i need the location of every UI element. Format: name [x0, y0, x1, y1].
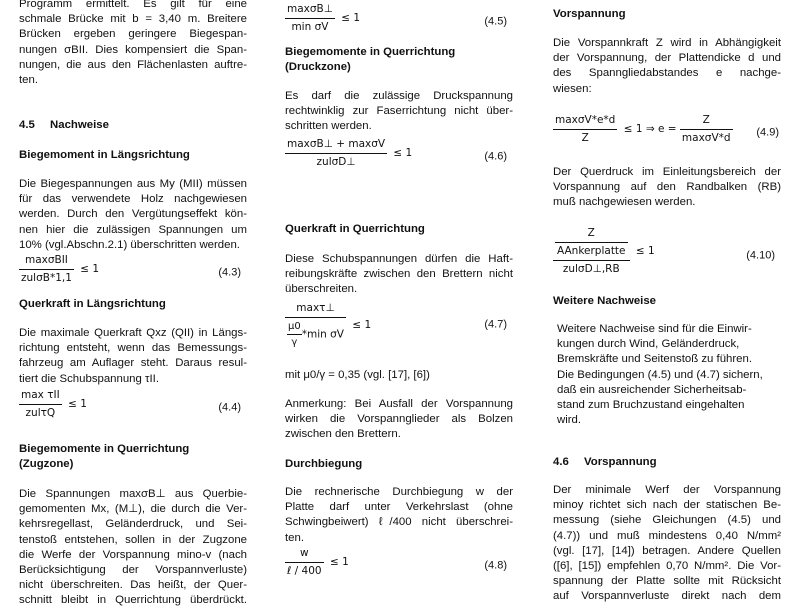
text-line: (vgl. [17], [14]) betragen. Andere Quellen	[553, 544, 781, 557]
equation-4-6	[285, 137, 513, 177]
text-line: Die Vorspannkraft Z wird in Abhängigkeit	[553, 37, 781, 49]
heading-biegemomente-quer-zug	[19, 442, 247, 472]
section-number: 4.5	[19, 119, 35, 131]
text-line: Die Spannungen maxσB⊥ aus Querbie-	[19, 488, 247, 500]
text-line: auf Vorspannverluste direkt nach dem	[553, 590, 781, 603]
heading-biegemomente-quer-druck	[285, 45, 513, 75]
numerator	[553, 226, 630, 261]
intro-paragraph	[19, 0, 247, 88]
fraction-left	[553, 113, 617, 146]
heading-weitere-nachweise: Weitere Nachweise	[553, 295, 656, 307]
text-line: schmale Brücke mit b = 3,40 m. Breitere	[19, 13, 247, 26]
paragraph-querdruck	[553, 165, 781, 211]
equation-number: (4.9)	[756, 126, 779, 139]
text-line: Die Bedingungen (4.5) und (4.7) sichern,	[557, 368, 763, 381]
text-line: ([6], [15]) empfehlen 0,70 N/mm². Die Vor-	[553, 560, 781, 573]
text-line: Schwingbeiwert) ℓ/400 nicht überschrei-	[285, 516, 513, 529]
fraction-right	[680, 113, 733, 146]
text-line: Platte darf unter Verkehrslast (ohne	[285, 501, 513, 514]
equation-number: (4.6)	[484, 150, 507, 163]
relation: ≤ 1	[393, 147, 413, 160]
text-line: des Spanngliedabstandes e nachge-	[553, 67, 781, 80]
text-line: schnitt bleibt in Querrichtung überdrückt.	[19, 594, 247, 607]
relation: ≤ 1	[635, 245, 655, 258]
inner-numerator: Z	[555, 226, 628, 243]
section-heading-4-5	[19, 118, 247, 133]
paragraph-querkraft-quer	[285, 252, 513, 298]
text-line: Bremskräfte und Seitenstoß zu führen.	[557, 353, 753, 366]
heading-durchbiegung: Durchbiegung	[285, 458, 363, 470]
denominator: Z	[581, 132, 589, 145]
paragraph-vorspannung	[553, 36, 781, 97]
text-line: reibungskräfte zwischen den Brettern nicht	[285, 268, 513, 281]
equation-number: (4.5)	[484, 15, 507, 28]
inner-fraction	[287, 319, 302, 350]
fraction	[285, 2, 335, 35]
equation-4-5	[285, 2, 513, 42]
relation: ≤ 1	[80, 263, 100, 276]
numerator: max τII	[19, 388, 62, 405]
numerator: maxτ⊥	[285, 301, 346, 318]
text-line: richtung entsteht, wenn das Bemessungs-	[19, 342, 247, 355]
text-line: Die rechnerische Durchbiegung w der	[285, 486, 513, 498]
equation-4-8	[285, 546, 513, 586]
heading-vorspannung: Vorspannung	[553, 8, 626, 20]
fraction	[285, 546, 324, 579]
text-line: Weitere Nachweise sind für die Einwir-	[557, 323, 752, 335]
relation: ≤ 1	[329, 556, 349, 569]
inner-denominator: γ	[291, 337, 298, 349]
text-line: ten.	[19, 74, 38, 87]
text-line: der Vorspannung, der Plattendicke d und	[553, 52, 781, 65]
equation-4-10	[553, 226, 781, 286]
heading-biegemoment-laengs: Biegemoment in Längsrichtung	[19, 149, 190, 161]
denominator: zulσB*1,1	[21, 272, 72, 285]
numerator: maxσV*e*d	[553, 113, 617, 130]
text-line: kungen durch Wind, Geländerdruck,	[557, 338, 740, 351]
denominator	[285, 318, 346, 350]
fraction	[19, 253, 74, 286]
text-line: Der minimale Werf der Vorspannung	[553, 484, 781, 496]
inner-fraction	[555, 226, 628, 259]
equation-4-9	[553, 113, 781, 153]
text-line: wirken die Vorspannglieder als Bolzen	[285, 413, 513, 426]
text-line: nungen σBII. Dies kompensiert die Span-	[19, 43, 247, 56]
inner-denominator: AAnkerplatte	[557, 245, 626, 258]
section-heading-4-6	[553, 455, 781, 470]
text-line: minoy richtet sich nach der statischen Be-	[553, 499, 781, 512]
denominator: zulσD⊥,RB	[562, 263, 620, 276]
numerator: Z	[680, 113, 733, 130]
fraction	[285, 137, 387, 170]
text-line: tenstoß entstehen, sollen in der Zugzone	[19, 533, 247, 546]
text-line: muß nachgewiesen werden.	[553, 196, 696, 209]
text-line: schritten werden.	[285, 120, 372, 133]
text-line: (4.7)) und muß mindestens 0,40 N/mm²	[553, 529, 781, 542]
text-line: tiert die Schubspannung τII.	[19, 372, 160, 385]
text-line: messung (siehe Gleichungen (4.5) und	[553, 514, 781, 527]
inner-numerator: μ0	[287, 319, 302, 335]
equation-number: (4.10)	[746, 249, 775, 262]
text-line: Diese Schubspannungen dürfen die Haft-	[285, 253, 513, 265]
text-line: Vorspannung auf den Randbalken (RB)	[553, 181, 781, 194]
paragraph-weitere-nachweise	[557, 322, 781, 428]
numerator: maxσB⊥	[285, 2, 335, 19]
heading-line: (Druckzone)	[285, 61, 351, 74]
text-line: fahrzeug am Auflager steht. Daraus resul-	[19, 357, 247, 370]
heading-line: Biegemomente in Querrichtung	[285, 46, 456, 58]
text-line: überschreiten.	[285, 283, 358, 296]
section-title: Nachweise	[50, 119, 109, 131]
denominator-rest: *min σV	[301, 328, 344, 341]
relation: ≤ 1	[352, 319, 372, 332]
text-line: die Werfe der Vorspannung mino-v (nach	[19, 548, 247, 561]
paragraph-durchbiegung	[285, 485, 513, 546]
equation-4-4	[19, 388, 247, 428]
paragraph-biegemoment-laengs	[19, 177, 247, 253]
denominator: ℓ / 400	[287, 565, 322, 578]
text-line: daß ein ausreichender Sicherheitsab-	[557, 383, 747, 396]
mu-gamma-note: mit μ0/γ = 0,35 (vgl. [17], [6])	[285, 369, 430, 381]
paragraph-anmerkung	[285, 397, 513, 443]
heading-querkraft-quer: Querkraft in Querrichtung	[285, 223, 425, 235]
text-line: zwischen den Brettern.	[285, 428, 401, 441]
text-line: rechtwinklig zur Faserrichtung nicht über-	[285, 105, 513, 118]
denominator: min σV	[291, 21, 329, 34]
numerator: w	[285, 546, 324, 563]
paragraph-biegemomente-quer-zug	[19, 487, 247, 609]
denominator: zulσD⊥	[316, 156, 356, 169]
text-line: werden. Durch den Vergütungseffekt kön-	[19, 208, 247, 221]
heading-querkraft-laengs: Querkraft in Längsrichtung	[19, 298, 166, 310]
text-line: Es darf die zulässige Druckspannung	[285, 90, 513, 102]
equation-4-3	[19, 253, 247, 293]
equation-4-7	[285, 301, 513, 349]
text-line: nungen, die aus den Flächenlasten auftre-	[19, 58, 247, 71]
text-line: 10% (vgl.Abschn.2.1) überschritten werden.	[19, 238, 240, 251]
text-line: Anmerkung: Bei Ausfall der Vorspannung	[285, 398, 513, 410]
equation-number: (4.3)	[218, 266, 241, 279]
text-line: gemomenten Mx, (M⊥), die durch die Ver-	[19, 503, 247, 516]
heading-line: Biegemomente in Querrichtung	[19, 443, 190, 455]
text-line: Die maximale Querkraft Qxz (QII) in Längs-	[19, 327, 247, 339]
text-line: spannung der Platte sollte mit Rücksicht	[553, 575, 781, 588]
heading-line: (Zugzone)	[19, 458, 74, 471]
text-line: Programm ermittelt. Es gilt für eine	[19, 0, 247, 10]
text-line: stand zum Bruchzustand eingehalten	[557, 399, 745, 412]
denominator: zulτQ	[25, 407, 56, 420]
relation: ≤ 1	[341, 12, 361, 25]
fraction	[553, 226, 630, 278]
text-line: ten.	[285, 531, 304, 544]
equation-number: (4.4)	[218, 401, 241, 414]
equation-number: (4.8)	[484, 559, 507, 572]
equation-number: (4.7)	[484, 318, 507, 331]
relation: ≤ 1	[68, 398, 87, 411]
denominator: maxσV*d	[681, 132, 731, 145]
text-line: nicht überschreiten. Das heißt, der Quer-	[19, 579, 247, 592]
numerator: maxσBII	[19, 253, 74, 270]
text-line: für das verwendete Holz nachgewiesen	[19, 193, 247, 206]
section-number: 4.6	[553, 456, 569, 468]
text-line: nen hier die zulässigen Spannungen um	[19, 223, 247, 236]
paragraph-vorspannung-4-6	[553, 483, 781, 605]
section-title: Vorspannung	[584, 456, 657, 468]
text-line: Berücksichtigung der Vorspannverluste)	[19, 564, 247, 577]
text-line: wiesen:	[553, 82, 592, 95]
fraction	[285, 301, 346, 351]
text-line: wird.	[557, 414, 582, 427]
relation: ≤ 1 ⇒ e =	[623, 123, 677, 136]
numerator: maxσB⊥ + maxσV	[285, 137, 387, 154]
paragraph-biegemomente-quer-druck	[285, 89, 513, 135]
paragraph-querkraft-laengs	[19, 326, 247, 387]
text-line: Brücken ergeben geringere Biegespan-	[19, 28, 247, 41]
text-line: kehrsregellast, Geländerdruck, und Sei-	[19, 518, 247, 531]
text-line: Die Biegespannungen aus My (MII) müssen	[19, 178, 247, 190]
fraction	[19, 388, 62, 421]
text-line: Der Querdruck im Einleitungsbereich der	[553, 166, 781, 178]
